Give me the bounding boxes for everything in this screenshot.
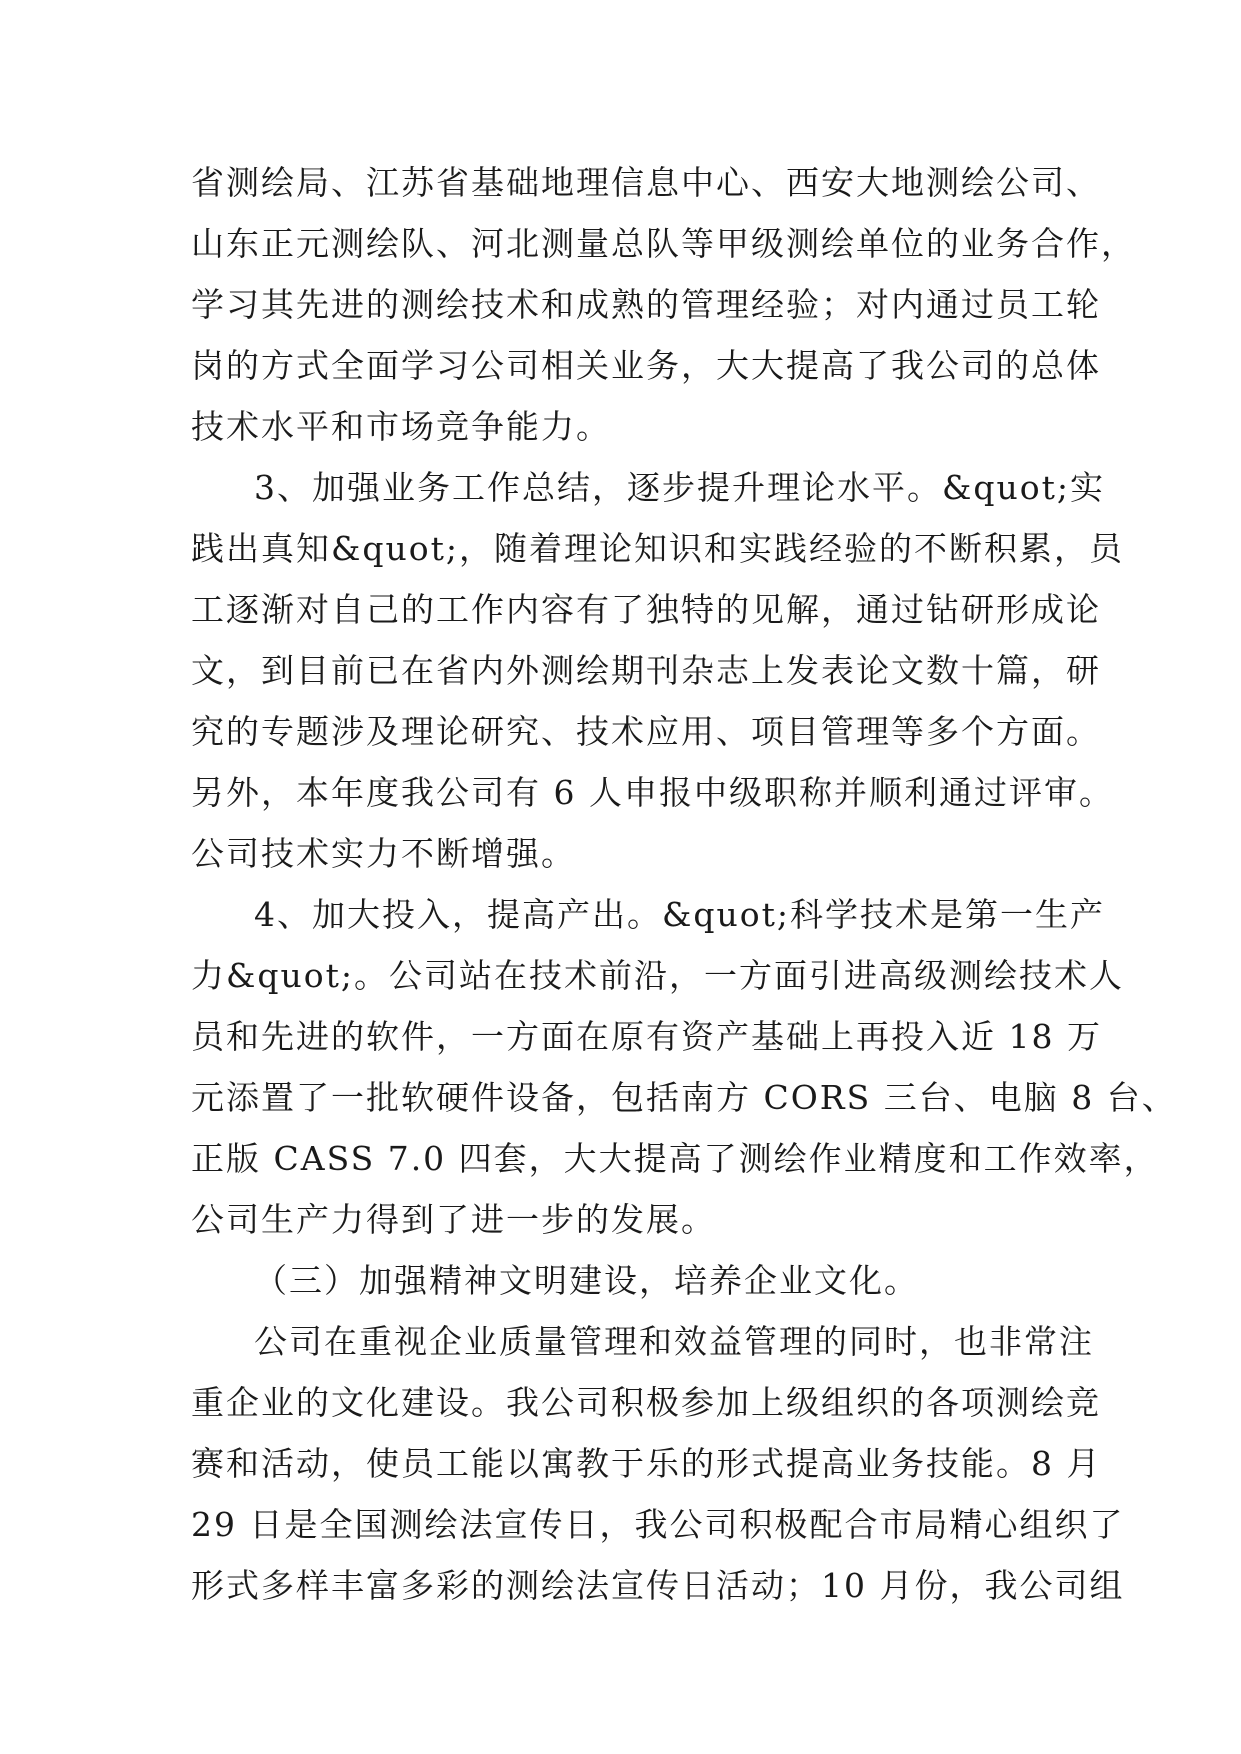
section-heading: （三）加强精神文明建设，培养企业文化。 [254,1261,919,1300]
text-line: 另外，本年度我公司有 6 人申报中级职称并顺利通过评审。 [191,773,1114,812]
text-line: 29 日是全国测绘法宣传日，我公司积极配合市局精心组织了 [191,1505,1125,1544]
body-text [191,152,1177,1616]
paragraph-first-line: 4、加大投入，提高产出。&quot;科学技术是第一生产 [254,895,1105,934]
text-line: 学习其先进的测绘技术和成熟的管理经验；对内通过员工轮 [191,285,1101,324]
text-line: 元添置了一批软硬件设备，包括南方 CORS 三台、电脑 8 台、 [191,1078,1177,1117]
text-line: 岗的方式全面学习公司相关业务，大大提高了我公司的总体 [191,346,1101,385]
text-line: 正版 CASS 7.0 四套，大大提高了测绘作业精度和工作效率， [191,1139,1159,1178]
text-line: 文，到目前已在省内外测绘期刊杂志上发表论文数十篇，研 [191,651,1101,690]
text-line: 技术水平和市场竞争能力。 [191,407,611,446]
text-line: 工逐渐对自己的工作内容有了独特的见解，通过钻研形成论 [191,590,1101,629]
paragraph-first-line: 3、加强业务工作总结，逐步提升理论水平。&quot;实 [254,468,1105,507]
text-line: 公司技术实力不断增强。 [191,834,576,873]
text-line: 山东正元测绘队、河北测量总队等甲级测绘单位的业务合作， [191,224,1136,263]
text-line: 赛和活动，使员工能以寓教于乐的形式提高业务技能。8 月 [191,1444,1102,1483]
text-line: 省测绘局、江苏省基础地理信息中心、西安大地测绘公司、 [191,163,1101,202]
text-line: 重企业的文化建设。我公司积极参加上级组织的各项测绘竞 [191,1383,1101,1422]
text-line: 力&quot;。公司站在技术前沿，一方面引进高级测绘技术人 [191,956,1124,995]
text-line: 践出真知&quot;，随着理论知识和实践经验的不断积累，员 [191,529,1124,568]
text-line: 公司生产力得到了进一步的发展。 [191,1200,716,1239]
text-line: 员和先进的软件，一方面在原有资产基础上再投入近 18 万 [191,1017,1102,1056]
paragraph-first-line: 公司在重视企业质量管理和效益管理的同时，也非常注 [254,1322,1094,1361]
text-line: 究的专题涉及理论研究、技术应用、项目管理等多个方面。 [191,712,1101,751]
text-line: 形式多样丰富多彩的测绘法宣传日活动；10 月份，我公司组 [191,1566,1125,1605]
